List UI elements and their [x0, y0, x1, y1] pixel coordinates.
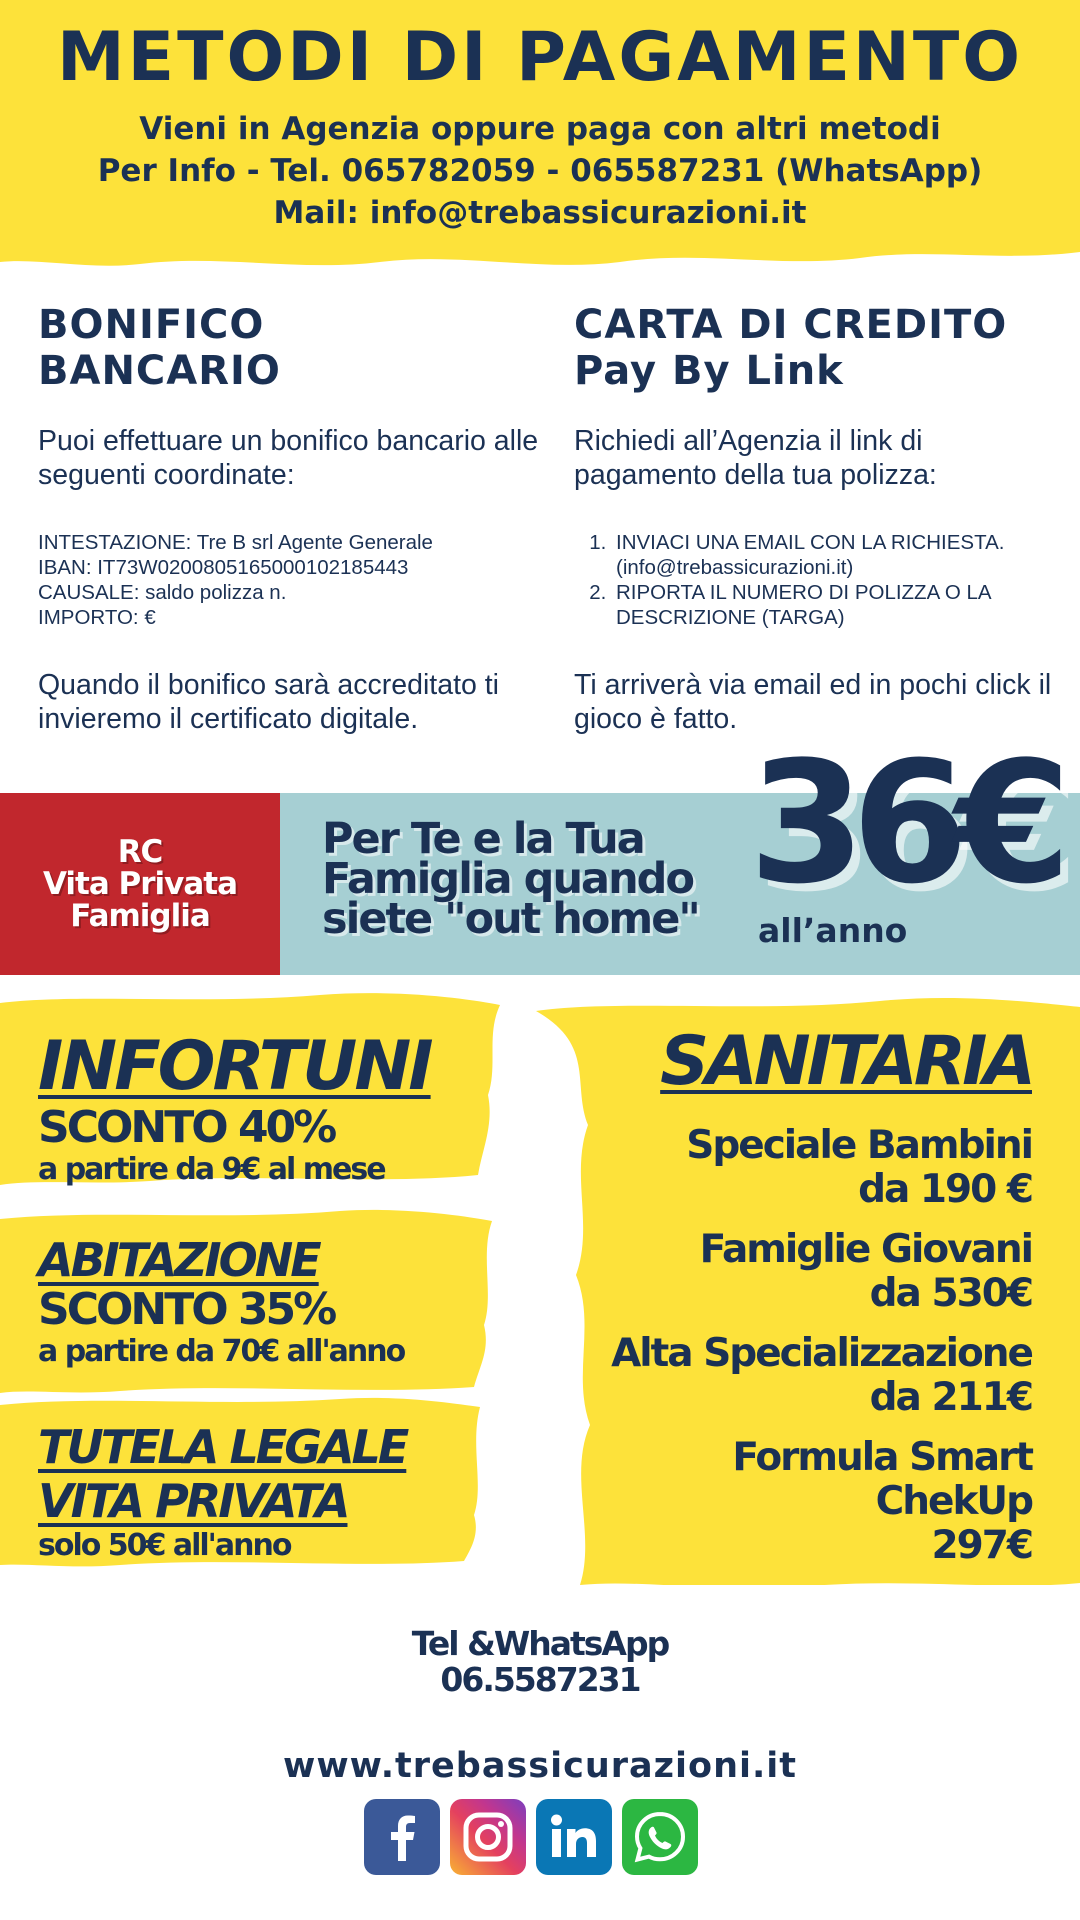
tutela-offer: [38, 1420, 406, 1564]
sanitaria-item-price: da 211€: [869, 1375, 1032, 1420]
header-phone: Per Info - Tel. 065782059 - 065587231 (WhatsApp): [97, 153, 983, 189]
sanitaria-item-name-2: ChekUp: [875, 1479, 1032, 1524]
contact-phone[interactable]: 06.5587231: [440, 1660, 640, 1699]
carta-lead: Richiedi all’Agenzia il link di pagamento della tua polizza:: [574, 425, 937, 491]
tutela-detail: solo 50€ all'anno: [38, 1528, 291, 1563]
causale: CAUSALE: saldo polizza n.: [38, 581, 287, 604]
infortuni-discount: SCONTO 40%: [38, 1102, 335, 1153]
intestazione: INTESTAZIONE: Tre B srl Agente Generale: [38, 531, 433, 554]
bonifico-title-line1: BONIFICO: [38, 302, 265, 348]
list-item: [552, 1332, 1032, 1420]
bank-coordinates: [38, 530, 548, 630]
bonifico-lead: Puoi effettuare un bonifico bancario alle seguenti coordinate:: [38, 425, 539, 491]
sanitaria-item-name: Famiglie Giovani: [699, 1227, 1032, 1272]
rc-slogan: [322, 814, 762, 944]
rc-label-line3: Famiglia: [70, 898, 210, 934]
bonifico-title-line2: BANCARIO: [38, 348, 281, 394]
carta-tail: Ti arriverà via email ed in pochi click il gioco è fatto.: [574, 669, 1052, 735]
rc-price: 36€: [748, 725, 1058, 921]
list-item: [552, 1228, 1032, 1316]
rc-slogan-line1: Per Te e la Tua: [322, 814, 644, 864]
facebook-icon[interactable]: [364, 1799, 440, 1875]
header-email: Mail: info@trebassicurazioni.it: [273, 195, 807, 231]
sanitaria-offer: [552, 1024, 1032, 1568]
list-item: [552, 1436, 1032, 1568]
importo: IMPORTO: €: [38, 606, 156, 629]
carta-title: [574, 302, 1054, 394]
abitazione-detail: a partire da 70€ all'anno: [38, 1334, 405, 1369]
rc-label-line1: RC: [117, 834, 163, 870]
website-link[interactable]: www.trebassicurazioni.it: [282, 1746, 798, 1786]
carta-steps: [574, 530, 1054, 630]
infortuni-detail: a partire da 9€ al mese: [38, 1152, 385, 1187]
sanitaria-item-price: da 530€: [869, 1271, 1032, 1316]
iban: IBAN: IT73W0200805165000102185443: [38, 556, 409, 579]
sanitaria-item-name: Formula Smart: [732, 1435, 1032, 1480]
infortuni-offer: [38, 1027, 431, 1188]
whatsapp-icon[interactable]: [622, 1799, 698, 1875]
list-item: 2. RIPORTA IL NUMERO DI POLIZZA O LA DESCRIZIONE (TARGA): [612, 580, 1054, 630]
contact-label: Tel &WhatsApp: [411, 1624, 669, 1663]
header-banner: [0, 0, 1080, 268]
bonifico-section: [38, 302, 548, 736]
tutela-title-line1: TUTELA LEGALE: [38, 1420, 407, 1474]
abitazione-discount: SCONTO 35%: [38, 1284, 335, 1335]
rc-per-year: all’anno: [758, 911, 908, 950]
carta-title-line1: CARTA DI CREDITO: [574, 302, 1008, 348]
sanitaria-item-price: da 190 €: [858, 1167, 1032, 1212]
sanitaria-item-price: 297€: [931, 1523, 1032, 1568]
abitazione-offer: [38, 1234, 404, 1370]
rc-label-box: [0, 793, 280, 975]
sanitaria-item-name: Speciale Bambini: [686, 1123, 1032, 1168]
footer-contact: [0, 1626, 1080, 1698]
bonifico-title: [38, 302, 548, 394]
list-item: 1. INVIACI UNA EMAIL CON LA RICHIESTA. (info@trebassicurazioni.it): [612, 530, 1054, 580]
header-subtitle: Vieni in Agenzia oppure paga con altri metodi: [139, 111, 941, 147]
linkedin-icon[interactable]: [536, 1799, 612, 1875]
sanitaria-title: SANITARIA: [660, 1022, 1032, 1101]
infortuni-title: INFORTUNI: [38, 1027, 431, 1106]
social-links: [364, 1799, 716, 1875]
abitazione-title: ABITAZIONE: [38, 1233, 319, 1287]
carta-section: [574, 302, 1054, 736]
rc-label-line2: Vita Privata: [42, 866, 238, 902]
sanitaria-item-name: Alta Specializzazione: [611, 1331, 1032, 1376]
instagram-icon[interactable]: [450, 1799, 526, 1875]
bonifico-tail: Quando il bonifico sarà accreditato ti invieremo il certificato digitale.: [38, 669, 500, 735]
list-item: [552, 1124, 1032, 1212]
carta-title-line2: Pay By Link: [574, 348, 844, 394]
rc-slogan-line2: Famiglia quando: [322, 854, 694, 904]
rc-slogan-line3: siete "out home": [322, 894, 699, 944]
page-title: METODI DI PAGAMENTO: [56, 18, 1024, 97]
tutela-title-line2: VITA PRIVATA: [38, 1474, 348, 1528]
